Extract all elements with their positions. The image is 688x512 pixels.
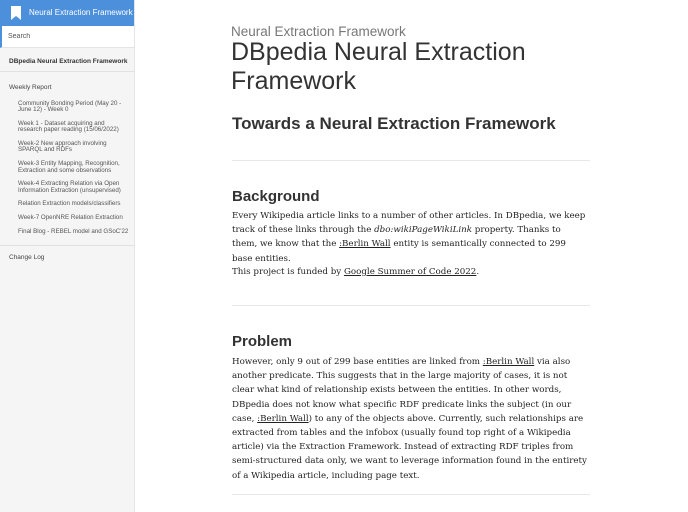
page-title: DBpedia Neural Extraction Framework <box>231 38 526 95</box>
sidebar-item-week3[interactable]: Week-3 Entity Mapping, Recognition, Extraction and some observations <box>18 160 120 174</box>
sidebar-section-label: Weekly Report <box>9 84 52 91</box>
background-paragraph <box>232 209 588 266</box>
sidebar-home-link[interactable]: DBpedia Neural Extraction Framework <box>0 48 134 72</box>
bg-text-b: property. Thanks to them, we know that the <box>232 225 561 250</box>
sidebar <box>0 0 135 512</box>
funding-text-b: . <box>476 267 480 277</box>
problem-text-c: ) to any of the objects above. Currently, such relationships are extracted from tables and the infobox (usually found top right of a Wikipedia article) via the Extraction Framework. Instead of extracting RDF triples from semi-structured data only, we want to leverage information found in the entirety of a Wikipedia article, including page text. <box>232 413 587 481</box>
problem-paragraph <box>232 355 588 483</box>
background-heading: Background <box>232 188 320 205</box>
brand-title: Neural Extraction Framework <box>29 8 133 17</box>
section-divider <box>232 160 590 161</box>
problem-text-a: However, only 9 out of 299 base entities are linked from <box>232 357 483 367</box>
sidebar-item-final-blog[interactable]: Final Blog - REBEL model and GSoC'22 <box>18 227 129 235</box>
funding-paragraph <box>232 265 588 279</box>
search-box <box>0 26 134 48</box>
problem-text-b: via also another predicate. This suggests that in the large majority of cases, it is not clear what kind of relationship exists between the entities. In other words, DBpedia does not know what specific RDF predicate links the subject (in our case, <box>232 357 572 424</box>
search-input[interactable] <box>8 33 128 40</box>
sidebar-item-week7[interactable]: Week-7 OpenNRE Relation Extraction <box>18 214 123 222</box>
sidebar-item-week2[interactable]: Week-2 New approach involving SPARQL and RDFs <box>18 139 107 154</box>
problem-heading: Problem <box>232 333 293 350</box>
sidebar-item-relation-models[interactable]: Relation Extraction models/classifiers <box>18 200 121 208</box>
bg-property: dbo:wikiPageWikiLink <box>374 225 473 236</box>
bookmark-icon <box>11 6 21 20</box>
section-divider <box>232 305 590 306</box>
berlin-wall-link[interactable]: :Berlin Wall <box>482 357 535 367</box>
page-subtitle: Towards a Neural Extraction Framework <box>232 114 556 133</box>
brand-link[interactable] <box>0 0 134 26</box>
page-kicker: Neural Extraction Framework <box>231 24 406 39</box>
sidebar-item-week0[interactable]: Community Bonding Period (May 20 - June 12) - Week 0 <box>18 99 122 114</box>
berlin-wall-link[interactable]: :Berlin Wall <box>339 239 391 250</box>
sidebar-item-week4[interactable]: Week-4 Extracting Relation via Open Information Extraction (unsupervised) <box>18 180 121 194</box>
berlin-wall-link[interactable]: :Berlin Wall <box>257 413 309 424</box>
sidebar-item-changelog[interactable]: Change Log <box>9 253 45 261</box>
bg-text-a: Every Wikipedia article links to a number of other articles. In DBpedia, we keep track of these links through the <box>232 211 586 236</box>
section-divider <box>232 494 590 495</box>
weekly-report-list <box>0 97 134 239</box>
gsoc-link[interactable]: Google Summer of Code 2022 <box>343 267 477 277</box>
bg-text-c: entity is semantically connected to 299 base entities. <box>232 239 566 264</box>
sidebar-item-week1[interactable]: Week 1 - Dataset acquiring and research paper reading (15/06/2022) <box>18 119 119 134</box>
funding-text-a: This project is funded by <box>232 267 344 277</box>
